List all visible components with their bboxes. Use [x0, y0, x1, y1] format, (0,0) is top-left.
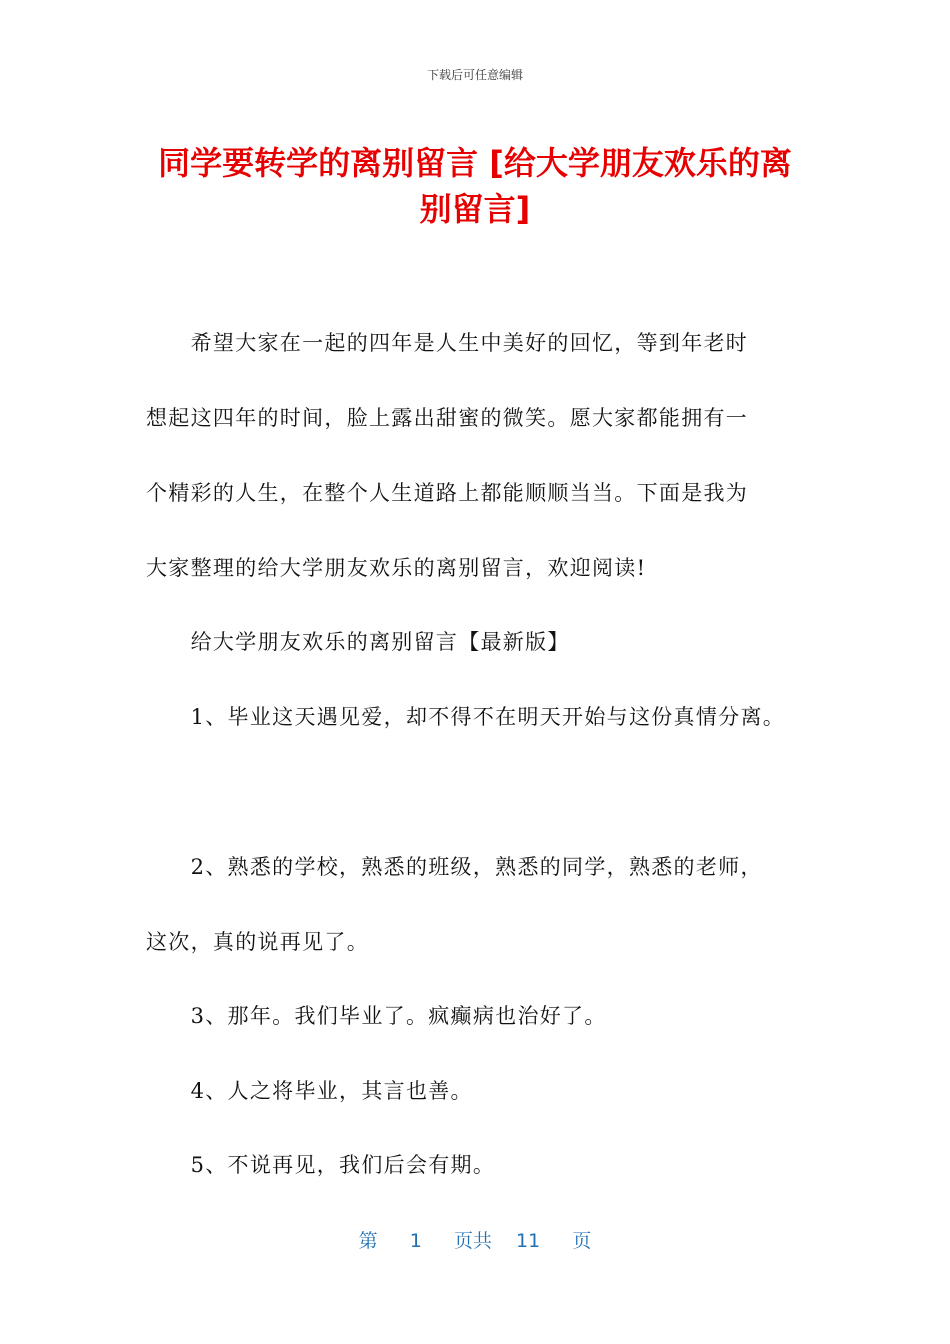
- list-item: 2、熟悉的学校，熟悉的班级，熟悉的同学，熟悉的老师，: [146, 855, 763, 879]
- section-heading: 给大学朋友欢乐的离别留言【最新版】: [146, 630, 570, 654]
- footer-page-prefix: 第: [358, 1230, 378, 1252]
- paragraph-line: 个精彩的人生，在整个人生道路上都能顺顺当当。下面是我为: [146, 481, 749, 505]
- header-note: 下载后可任意编辑: [426, 68, 523, 82]
- footer-page-middle: 页共: [453, 1230, 492, 1252]
- list-item: 5、不说再见，我们后会有期。: [146, 1153, 496, 1177]
- paragraph-line: 大家整理的给大学朋友欢乐的离别留言，欢迎阅读!: [146, 556, 647, 580]
- footer-page-suffix: 页: [572, 1230, 592, 1252]
- list-item: 1、毕业这天遇见爱，却不得不在明天开始与这份真情分离。: [146, 705, 786, 729]
- footer-total-pages: 11: [516, 1230, 541, 1252]
- document-title: [140, 140, 810, 232]
- page-footer: [0, 1226, 950, 1253]
- paragraph-line: 想起这四年的时间，脸上露出甜蜜的微笑。愿大家都能拥有一: [146, 406, 749, 430]
- title-line-2: 别留言]: [419, 190, 531, 228]
- list-item: 4、人之将毕业，其言也善。: [146, 1079, 473, 1103]
- list-item-continuation: 这次，真的说再见了。: [146, 930, 369, 954]
- list-item: 3、那年。我们毕业了。疯癫病也治好了。: [146, 1004, 607, 1028]
- footer-page-number: 1: [409, 1230, 422, 1252]
- paragraph-line: 希望大家在一起的四年是人生中美好的回忆，等到年老时: [146, 331, 749, 355]
- title-line-1: 同学要转学的离别留言 [给大学朋友欢乐的离: [158, 144, 792, 182]
